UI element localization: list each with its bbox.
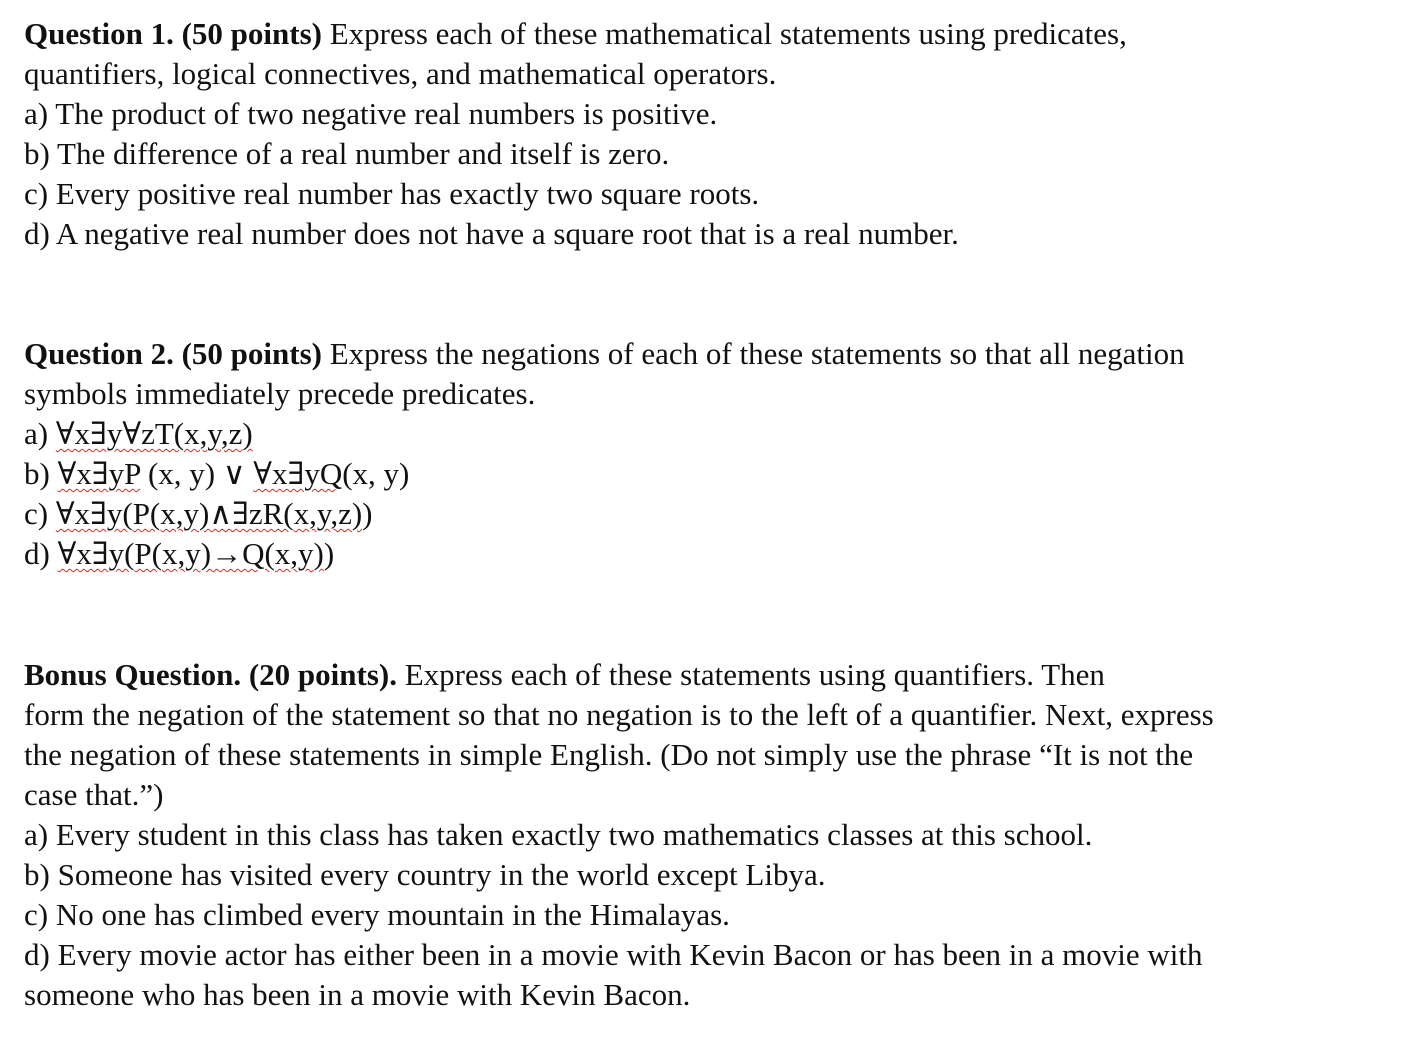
formula-part: ) xyxy=(323,536,335,571)
question-1-item-b: b) The difference of a real number and itself is zero. xyxy=(24,136,670,171)
question-2-item-b xyxy=(24,454,1394,494)
question-1-intro-line-2: quantifiers, logical connectives, and mathematical operators. xyxy=(24,56,777,91)
bonus-intro xyxy=(24,655,1394,695)
bonus-item-d-continued: someone who has been in a movie with Kevin Bacon. xyxy=(24,977,691,1012)
question-1-intro-text: Express each of these mathematical statements using predicates, xyxy=(321,16,1127,51)
question-1-intro xyxy=(24,14,1394,54)
formula: ∀x∃y∀zT(x,y,z) xyxy=(55,416,253,451)
bonus-intro-text: Express each of these statements using quantifiers. Then xyxy=(396,657,1105,692)
question-2-intro-line-2: symbols immediately precede predicates. xyxy=(24,376,536,411)
bonus-item-a: a) Every student in this class has taken exactly two mathematics classes at this school. xyxy=(24,817,1093,852)
question-1-item-d: d) A negative real number does not have a square root that is a real number. xyxy=(24,216,959,251)
question-1 xyxy=(24,14,1394,254)
formula-part: ∀x∃y(P(x,y)∧∃zR(x,y,z) xyxy=(55,496,363,531)
formula-part: ∀x∃y(P(x,y)→Q(x,y) xyxy=(57,536,324,571)
question-2-item-a xyxy=(24,414,1394,454)
item-label: b) xyxy=(24,456,58,491)
formula-part: ∀x∃yP xyxy=(57,456,141,491)
document-page xyxy=(24,14,1394,1015)
formula-part: ∀x∃yQ xyxy=(253,456,343,491)
bonus-item-c: c) No one has climbed every mountain in the Himalayas. xyxy=(24,897,730,932)
bonus-intro-line: form the negation of the statement so that no negation is to the left of a quantifier. Next, express xyxy=(24,697,1214,732)
question-2 xyxy=(24,334,1394,574)
question-2-heading: Question 2. (50 points) xyxy=(24,336,322,371)
question-1-item-a: a) The product of two negative real numbers is positive. xyxy=(24,96,718,131)
bonus-question xyxy=(24,655,1394,1015)
section-spacer xyxy=(24,574,1394,655)
question-2-item-d xyxy=(24,534,1394,574)
bonus-intro-line: case that.”) xyxy=(24,777,164,812)
formula-part: (x, y) ∨ xyxy=(140,456,254,491)
bonus-heading: Bonus Question. (20 points). xyxy=(24,657,397,692)
question-2-intro xyxy=(24,334,1394,374)
bonus-item-b: b) Someone has visited every country in the world except Libya. xyxy=(24,857,826,892)
question-2-item-c xyxy=(24,494,1394,534)
question-2-intro-text: Express the negations of each of these statements so that all negation xyxy=(321,336,1185,371)
bonus-intro-line: the negation of these statements in simple English. (Do not simply use the phrase “It is not the xyxy=(24,737,1194,772)
section-spacer xyxy=(24,254,1394,334)
formula-part: (x, y) xyxy=(342,456,410,491)
bonus-item-d: d) Every movie actor has either been in a movie with Kevin Bacon or has been in a movie with xyxy=(24,937,1203,972)
question-1-heading: Question 1. (50 points) xyxy=(24,16,322,51)
question-1-item-c: c) Every positive real number has exactly two square roots. xyxy=(24,176,760,211)
item-label: c) xyxy=(24,496,56,531)
item-label: a) xyxy=(24,416,56,451)
item-label: d) xyxy=(24,536,58,571)
formula-part: ) xyxy=(362,496,373,531)
